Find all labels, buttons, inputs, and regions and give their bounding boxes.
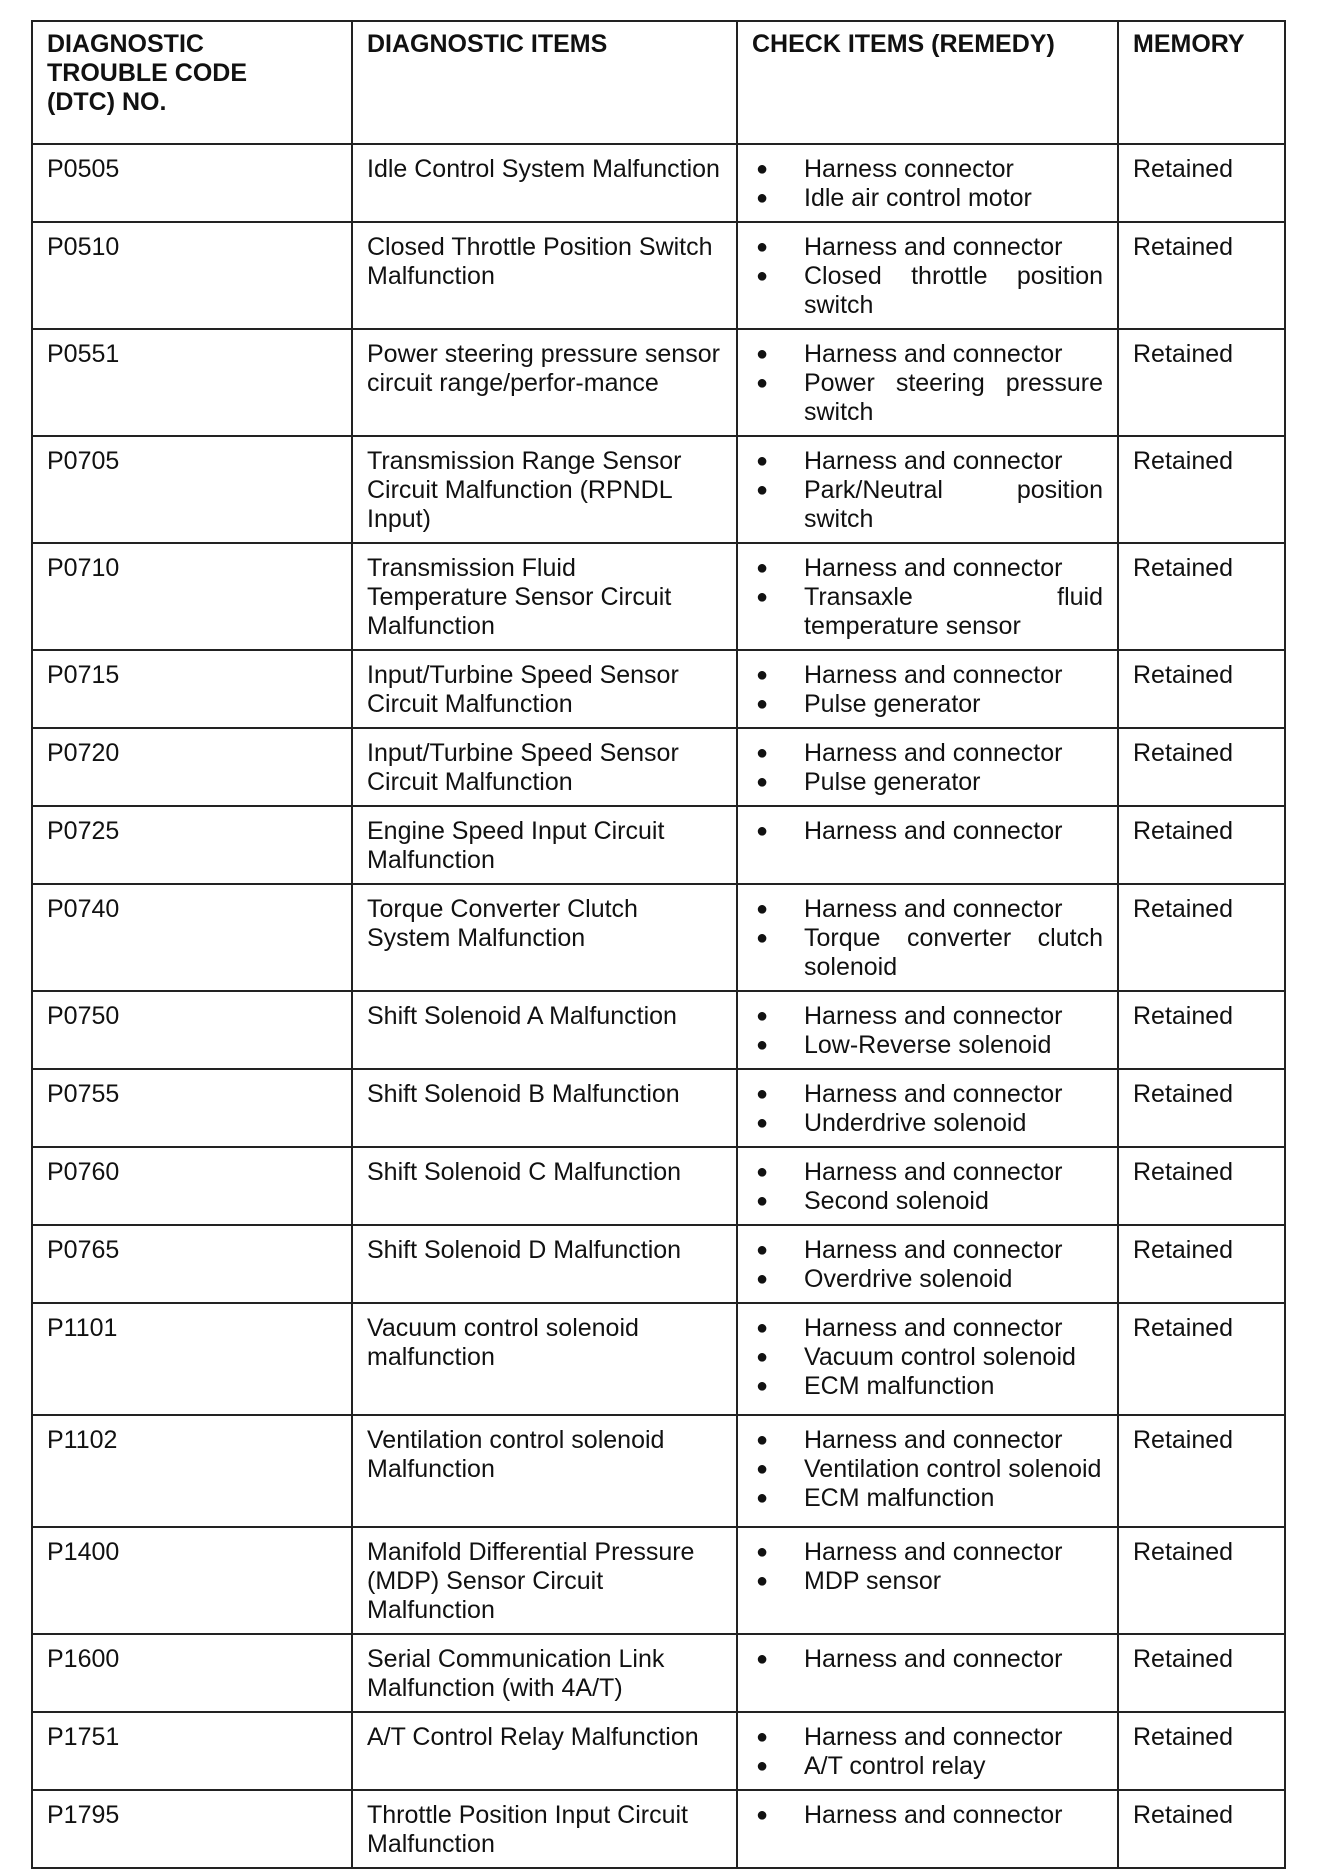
dtc-code-cell [32, 436, 352, 543]
check-items-cell [737, 806, 1118, 884]
dtc-code-cell [32, 728, 352, 806]
check-item-text: Harness and connector [804, 1645, 1063, 1673]
memory-status: Retained [1133, 340, 1234, 368]
bullet-icon: ● [756, 1648, 769, 1670]
diagnostic-item: Engine Speed Input Circuit Malfunction [367, 817, 665, 874]
check-items-list [752, 340, 1103, 427]
check-item-text: Harness and connector [804, 1314, 1063, 1342]
check-item-text: Underdrive solenoid [804, 1109, 1027, 1137]
check-item-text: Harness and connector [804, 1002, 1063, 1030]
check-items-list [752, 447, 1103, 534]
memory-status: Retained [1133, 1236, 1234, 1264]
dtc-code-cell [32, 1790, 352, 1868]
diagnostic-item-cell [352, 543, 737, 650]
diagnostic-item: Shift Solenoid A Malfunction [367, 1002, 677, 1030]
check-item [752, 1080, 1103, 1109]
memory-cell [1118, 650, 1285, 728]
table-row [32, 650, 1285, 728]
check-item-text: Ventilation control solenoid [804, 1455, 1102, 1483]
dtc-code-cell [32, 806, 352, 884]
dtc-code: P0715 [47, 661, 120, 689]
bullet-icon: ● [756, 187, 769, 209]
check-item-text: ECM malfunction [804, 1484, 995, 1512]
memory-status: Retained [1133, 233, 1234, 261]
bullet-icon: ● [756, 479, 769, 501]
memory-status: Retained [1133, 1723, 1234, 1751]
check-items-cell [737, 222, 1118, 329]
check-item [752, 1265, 1103, 1294]
diagnostic-item: Shift Solenoid C Malfunction [367, 1158, 682, 1186]
bullet-icon: ● [756, 1083, 769, 1105]
diagnostic-item-cell [352, 1790, 737, 1868]
check-item [752, 1236, 1103, 1265]
table-row [32, 1069, 1285, 1147]
check-item-text: Closed throttle position switch [804, 262, 1103, 319]
bullet-icon: ● [756, 343, 769, 365]
bullet-icon: ● [756, 742, 769, 764]
check-item [752, 924, 1103, 982]
diagnostic-item: Shift Solenoid B Malfunction [367, 1080, 680, 1108]
bullet-icon: ● [756, 1034, 769, 1056]
check-items-list [752, 739, 1103, 797]
bullet-icon: ● [756, 898, 769, 920]
header-diagnostic-items-label: DIAGNOSTIC ITEMS [367, 30, 608, 58]
memory-status: Retained [1133, 1645, 1234, 1673]
check-items-cell [737, 1147, 1118, 1225]
diagnostic-item-cell [352, 144, 737, 222]
diagnostic-item-cell [352, 329, 737, 436]
dtc-code-cell [32, 1634, 352, 1712]
check-item-text: Harness and connector [804, 554, 1063, 582]
dtc-code: P0551 [47, 340, 120, 368]
memory-status: Retained [1133, 1080, 1234, 1108]
check-items-cell [737, 329, 1118, 436]
check-item-text: Harness and connector [804, 1158, 1063, 1186]
bullet-icon: ● [756, 664, 769, 686]
table-row [32, 1712, 1285, 1790]
bullet-icon: ● [756, 1112, 769, 1134]
memory-status: Retained [1133, 1426, 1234, 1454]
bullet-icon: ● [756, 1726, 769, 1748]
dtc-code: P0720 [47, 739, 120, 767]
check-items-cell [737, 728, 1118, 806]
check-item [752, 1158, 1103, 1187]
check-items-list [752, 1426, 1103, 1513]
check-items-list [752, 661, 1103, 719]
dtc-code-cell [32, 329, 352, 436]
dtc-code-cell [32, 543, 352, 650]
table-row [32, 436, 1285, 543]
diagnostic-item-cell [352, 650, 737, 728]
dtc-code-cell [32, 144, 352, 222]
bullet-icon: ● [756, 1458, 769, 1480]
check-item [752, 1314, 1103, 1343]
diagnostic-item-cell [352, 991, 737, 1069]
memory-cell [1118, 991, 1285, 1069]
check-item [752, 447, 1103, 476]
diagnostic-item-cell [352, 1069, 737, 1147]
check-item [752, 1372, 1103, 1401]
check-item-text: Power steering pressure switch [804, 369, 1103, 426]
check-item-text: Harness and connector [804, 1801, 1063, 1829]
bullet-icon: ● [756, 820, 769, 842]
bullet-icon: ● [756, 158, 769, 180]
diagnostic-item: Torque Converter Clutch System Malfunction [367, 895, 638, 952]
check-item-text: MDP sensor [804, 1567, 942, 1595]
check-item-text: Harness and connector [804, 233, 1063, 261]
table-row [32, 884, 1285, 991]
check-items-cell [737, 436, 1118, 543]
check-items-cell [737, 1712, 1118, 1790]
check-items-list [752, 817, 1103, 846]
check-items-cell [737, 884, 1118, 991]
check-items-list [752, 233, 1103, 320]
check-items-list [752, 554, 1103, 641]
check-item [752, 1538, 1103, 1567]
memory-cell [1118, 222, 1285, 329]
table-row [32, 806, 1285, 884]
check-item [752, 1645, 1103, 1674]
bullet-icon: ● [756, 1005, 769, 1027]
table-row [32, 222, 1285, 329]
bullet-icon: ● [756, 586, 769, 608]
diagnostic-item-cell [352, 1147, 737, 1225]
table-row [32, 144, 1285, 222]
diagnostic-item-cell [352, 436, 737, 543]
bullet-icon: ● [756, 771, 769, 793]
diagnostic-item: A/T Control Relay Malfunction [367, 1723, 699, 1751]
memory-cell [1118, 1303, 1285, 1415]
check-item-text: Low-Reverse solenoid [804, 1031, 1052, 1059]
check-item [752, 1109, 1103, 1138]
memory-cell [1118, 329, 1285, 436]
diagnostic-item-cell [352, 884, 737, 991]
diagnostic-item: Transmission Range Sensor Circuit Malfunction (RPNDL Input) [367, 447, 682, 533]
check-item-text: Harness and connector [804, 1080, 1063, 1108]
check-items-list [752, 155, 1103, 213]
dtc-code: P0740 [47, 895, 120, 923]
memory-status: Retained [1133, 1002, 1234, 1030]
check-item-text: Overdrive solenoid [804, 1265, 1013, 1293]
bullet-icon: ● [756, 1375, 769, 1397]
diagnostic-item: Idle Control System Malfunction [367, 155, 720, 183]
bullet-icon: ● [756, 1268, 769, 1290]
check-items-list [752, 1158, 1103, 1216]
check-items-list [752, 1723, 1103, 1781]
memory-cell [1118, 436, 1285, 543]
memory-cell [1118, 1712, 1285, 1790]
bullet-icon: ● [756, 1190, 769, 1212]
check-items-cell [737, 1415, 1118, 1527]
check-item [752, 1426, 1103, 1455]
memory-status: Retained [1133, 447, 1234, 475]
check-item [752, 554, 1103, 583]
memory-status: Retained [1133, 1538, 1234, 1566]
memory-cell [1118, 1225, 1285, 1303]
check-item [752, 184, 1103, 213]
check-item-text: Harness and connector [804, 1538, 1063, 1566]
dtc-code: P1795 [47, 1801, 120, 1829]
diagnostic-item: Serial Communication Link Malfunction (with 4A/T) [367, 1645, 665, 1702]
check-item-text: Harness and connector [804, 447, 1063, 475]
table-row [32, 1147, 1285, 1225]
table-row [32, 543, 1285, 650]
memory-status: Retained [1133, 1158, 1234, 1186]
memory-status: Retained [1133, 739, 1234, 767]
memory-status: Retained [1133, 554, 1234, 582]
check-item [752, 895, 1103, 924]
check-item [752, 1484, 1103, 1513]
check-item-text: Harness and connector [804, 817, 1063, 845]
memory-cell [1118, 1634, 1285, 1712]
diagnostic-item: Input/Turbine Speed Sensor Circuit Malfunction [367, 739, 679, 796]
memory-status: Retained [1133, 1801, 1234, 1829]
check-items-cell [737, 650, 1118, 728]
check-item [752, 1752, 1103, 1781]
check-item [752, 1031, 1103, 1060]
bullet-icon: ● [756, 1346, 769, 1368]
check-item-text: Harness connector [804, 155, 1014, 183]
diagnostic-item: Manifold Differential Pressure (MDP) Sensor Circuit Malfunction [367, 1538, 695, 1624]
table-row [32, 1415, 1285, 1527]
check-items-list [752, 1645, 1103, 1674]
bullet-icon: ● [756, 1161, 769, 1183]
dtc-code: P0725 [47, 817, 120, 845]
table-row [32, 1225, 1285, 1303]
memory-cell [1118, 1415, 1285, 1527]
check-item-text: A/T control relay [804, 1752, 986, 1780]
header-row [32, 21, 1285, 144]
memory-cell [1118, 806, 1285, 884]
dtc-code: P0750 [47, 1002, 120, 1030]
check-item [752, 340, 1103, 369]
bullet-icon: ● [756, 557, 769, 579]
check-items-cell [737, 1069, 1118, 1147]
check-item [752, 1455, 1103, 1484]
check-item [752, 768, 1103, 797]
memory-status: Retained [1133, 155, 1234, 183]
diagnostic-item-cell [352, 1527, 737, 1634]
diagnostic-item: Throttle Position Input Circuit Malfunction [367, 1801, 688, 1858]
check-items-list [752, 1538, 1103, 1596]
check-item-text: Harness and connector [804, 340, 1063, 368]
check-item-text: Torque converter clutch solenoid [804, 924, 1103, 981]
check-item-text: Transaxle fluid temperature sensor [804, 583, 1103, 640]
dtc-code-cell [32, 1147, 352, 1225]
table-row [32, 991, 1285, 1069]
memory-cell [1118, 144, 1285, 222]
check-items-cell [737, 1527, 1118, 1634]
table-row [32, 1634, 1285, 1712]
bullet-icon: ● [756, 1804, 769, 1826]
dtc-code: P1600 [47, 1645, 120, 1673]
bullet-icon: ● [756, 1429, 769, 1451]
check-item-text: Harness and connector [804, 739, 1063, 767]
check-item [752, 1723, 1103, 1752]
bullet-icon: ● [756, 450, 769, 472]
check-item-text: Harness and connector [804, 661, 1063, 689]
check-items-cell [737, 1790, 1118, 1868]
bullet-icon: ● [756, 1487, 769, 1509]
memory-cell [1118, 1527, 1285, 1634]
memory-cell [1118, 728, 1285, 806]
check-item [752, 1343, 1103, 1372]
memory-status: Retained [1133, 661, 1234, 689]
bullet-icon: ● [756, 372, 769, 394]
check-items-cell [737, 144, 1118, 222]
check-item-text: Harness and connector [804, 1426, 1063, 1454]
diagnostic-item: Input/Turbine Speed Sensor Circuit Malfunction [367, 661, 679, 718]
check-items-list [752, 1080, 1103, 1138]
check-item-text: Second solenoid [804, 1187, 989, 1215]
diagnostic-item-cell [352, 1634, 737, 1712]
dtc-code-cell [32, 1303, 352, 1415]
header-check-items [737, 21, 1118, 144]
check-items-cell [737, 1634, 1118, 1712]
diagnostic-item-cell [352, 728, 737, 806]
dtc-code-cell [32, 1527, 352, 1634]
check-item [752, 233, 1103, 262]
dtc-code-cell [32, 222, 352, 329]
check-item [752, 1187, 1103, 1216]
dtc-code: P0760 [47, 1158, 120, 1186]
dtc-code: P0755 [47, 1080, 120, 1108]
dtc-code: P0505 [47, 155, 120, 183]
check-items-cell [737, 991, 1118, 1069]
check-item [752, 1567, 1103, 1596]
check-item [752, 690, 1103, 719]
check-item-text: Harness and connector [804, 895, 1063, 923]
check-items-list [752, 1236, 1103, 1294]
check-item [752, 817, 1103, 846]
check-item [752, 661, 1103, 690]
bullet-icon: ● [756, 1239, 769, 1261]
diagnostic-item: Power steering pressure sensor circuit range/perfor-mance [367, 340, 720, 397]
diagnostic-item-cell [352, 1415, 737, 1527]
check-item-text: Harness and connector [804, 1723, 1063, 1751]
bullet-icon: ● [756, 927, 769, 949]
table-row [32, 1303, 1285, 1415]
check-item-text: Pulse generator [804, 768, 981, 796]
check-items-cell [737, 1225, 1118, 1303]
dtc-table-body [32, 144, 1285, 1868]
check-items-list [752, 1801, 1103, 1830]
bullet-icon: ● [756, 1317, 769, 1339]
diagnostic-item-cell [352, 1225, 737, 1303]
dtc-table [31, 20, 1286, 1869]
dtc-code: P0765 [47, 1236, 120, 1264]
diagnostic-item-cell [352, 222, 737, 329]
header-dtc-no-label: DIAGNOSTIC TROUBLE CODE (DTC) NO. [47, 30, 247, 116]
dtc-code-cell [32, 1225, 352, 1303]
memory-cell [1118, 884, 1285, 991]
bullet-icon: ● [756, 236, 769, 258]
check-item [752, 1801, 1103, 1830]
check-item [752, 583, 1103, 641]
dtc-code: P1751 [47, 1723, 120, 1751]
memory-status: Retained [1133, 1314, 1234, 1342]
table-row [32, 728, 1285, 806]
diagnostic-item: Ventilation control solenoid Malfunction [367, 1426, 665, 1483]
diagnostic-item: Closed Throttle Position Switch Malfunction [367, 233, 713, 290]
diagnostic-item: Vacuum control solenoid malfunction [367, 1314, 639, 1371]
bullet-icon: ● [756, 1755, 769, 1777]
check-item-text: Vacuum control solenoid [804, 1343, 1076, 1371]
check-item-text: Idle air control motor [804, 184, 1032, 212]
diagnostic-item-cell [352, 806, 737, 884]
bullet-icon: ● [756, 265, 769, 287]
bullet-icon: ● [756, 1570, 769, 1592]
table-row [32, 1790, 1285, 1868]
dtc-code: P0710 [47, 554, 120, 582]
check-item-text: ECM malfunction [804, 1372, 995, 1400]
dtc-code: P0705 [47, 447, 120, 475]
header-dtc-no [32, 21, 352, 144]
check-item [752, 739, 1103, 768]
bullet-icon: ● [756, 693, 769, 715]
dtc-code-cell [32, 1069, 352, 1147]
check-items-cell [737, 1303, 1118, 1415]
memory-cell [1118, 1147, 1285, 1225]
diagnostic-item: Shift Solenoid D Malfunction [367, 1236, 682, 1264]
memory-cell [1118, 1069, 1285, 1147]
memory-status: Retained [1133, 895, 1234, 923]
dtc-code-cell [32, 991, 352, 1069]
check-item-text: Park/Neutral position switch [804, 476, 1103, 533]
check-item-text: Pulse generator [804, 690, 981, 718]
dtc-code-cell [32, 884, 352, 991]
table-row [32, 329, 1285, 436]
dtc-code: P1400 [47, 1538, 120, 1566]
check-items-list [752, 895, 1103, 982]
check-item [752, 1002, 1103, 1031]
memory-cell [1118, 1790, 1285, 1868]
memory-status: Retained [1133, 817, 1234, 845]
header-check-items-label: CHECK ITEMS (REMEDY) [752, 30, 1055, 58]
bullet-icon: ● [756, 1541, 769, 1563]
memory-cell [1118, 543, 1285, 650]
check-items-list [752, 1002, 1103, 1060]
dtc-code-cell [32, 650, 352, 728]
dtc-code-cell [32, 1415, 352, 1527]
header-memory-label: MEMORY [1133, 30, 1245, 58]
dtc-code: P1101 [47, 1314, 118, 1342]
check-item [752, 262, 1103, 320]
check-item [752, 155, 1103, 184]
diagnostic-item: Transmission Fluid Temperature Sensor Circuit Malfunction [367, 554, 672, 640]
table-row [32, 1527, 1285, 1634]
check-item [752, 476, 1103, 534]
check-items-list [752, 1314, 1103, 1401]
check-items-cell [737, 543, 1118, 650]
check-item-text: Harness and connector [804, 1236, 1063, 1264]
diagnostic-item-cell [352, 1303, 737, 1415]
dtc-code-cell [32, 1712, 352, 1790]
dtc-code: P0510 [47, 233, 120, 261]
diagnostic-item-cell [352, 1712, 737, 1790]
dtc-code: P1102 [47, 1426, 118, 1454]
check-item [752, 369, 1103, 427]
header-diagnostic-items [352, 21, 737, 144]
header-memory [1118, 21, 1285, 144]
